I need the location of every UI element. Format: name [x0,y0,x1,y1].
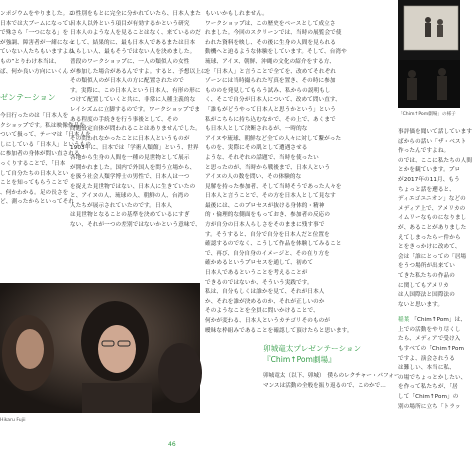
text-line: ちょっと話を遡ると、 [398,186,455,193]
text-line: アイヌや琉球、朝鮮など全ての人々に対して繋がった [205,135,342,142]
text-line: レイシズムに立脚するのです。ワークショップでま [70,106,201,113]
text-line: ないと思います。 [398,301,444,308]
text-line: その類似人のが日本人の方に配置されたので [70,78,184,85]
text-line: ゾーンには当時撮られた写真を置き、その時に参加 [205,78,336,85]
text-line: の場でちょっとかしたい、 [398,374,467,381]
stage-photo-graphic [398,0,460,108]
text-line: 会は「誰にとっての「居場 [398,253,467,260]
text-line: 確認するのでなく、こうして作品を体験してみること [205,241,342,248]
text-line: が、あることがありました [398,224,467,231]
text-line: して自分たちの日本人とい [0,170,69,177]
text-line: ディエゴユニオン」などの [398,196,466,203]
column-3 [205,10,390,336]
text-line: は見世物となることの基準を決めているにすぎ [70,212,190,219]
text-line: ような、それぞれの話題で、当時を使ったい [205,154,319,161]
text-line: ことを知ってもらうことで [0,180,69,187]
text-line: イムリーなものになりまし [398,215,467,222]
text-line: もののを発見してもらう試み、私からの説明もし [205,87,331,94]
text-line: 人たちが展示されていたのです。日本人 [70,202,173,209]
photo-credit: Hikaru Fujii [0,418,26,423]
text-line: 、何かわかる。足の長さを [0,189,69,196]
text-line: 日本人のような人を見ることはなく、来ているのだ [70,30,201,37]
text-line: 普段のワークショップに、一人の類似人の女性 [70,58,190,65]
audience-photo [0,283,200,413]
text-line: 私は、自分もしくは誰かを見て、それが日本人 [205,289,325,296]
text-line: を扱う社会人類学博士の男性で、日本人は一つ [70,174,190,181]
text-line: す。実際に、この日本人という日本人、有形の形に [70,87,201,94]
text-line: ばからの話い「ザ・ベスト [398,138,467,145]
text-line: を作って私たちが、「居 [398,384,458,391]
text-line: クショップです。私は映像作品を [0,122,86,129]
photo-caption: 「Chim↑Pom劇場」の様子 [398,112,456,117]
text-line: われた資料を映し、その後に生身の人間を見られる [205,39,336,46]
text-line: えてしまったらー件から [398,234,461,241]
text-line: たら、メディアで受け入 [398,336,461,343]
text-line: つけて配置していくと共に、非常に人種主義的な [70,97,196,104]
performance-photo [398,0,460,108]
text-line: れました。今回のスクリーンでは、当時の展覧会で使 [205,30,342,37]
text-line: 的・倫理的な側面をもっておき、参加者の反応の [205,212,331,219]
text-line: とかを観ています。プロ [398,167,461,174]
text-line: が強調、障害者が一緒になっ [0,39,75,46]
text-line: その問われなかったことに日本人というものが [70,135,190,142]
text-line: 卯城竜太（以下、卯城） 僕らのレクチャー・パフォー [263,373,400,379]
text-line: 動機へと迫るような体験をしています。そして、台湾や [205,49,347,56]
text-line: 上での活動をやり尽くし [398,326,461,333]
text-line: ンポジウムをやりました。こ [0,11,74,17]
text-line: か、それを誰が決めるのか、それが正しいのか [205,298,325,305]
text-line: てきた私たちの作品の [398,272,455,279]
text-line: 1903年に、日本では「学術人類館」という、世界 [70,145,199,152]
text-line-inline: 「Chim↑Pom」は、 [411,317,467,324]
text-line: 日本では大ブームになってい [0,20,74,27]
text-line: 確かめるというプロセスを通して、初めて [205,260,314,267]
text-line: に関してもアメリカ [398,282,449,289]
text-line: もすべての「Chim↑Pom [398,346,465,353]
column-2 [70,10,207,231]
text-line: 別の場所に立ち「トラッ [398,403,461,410]
presentation-title-line1: 卯城竜太プレゼンテーション [263,344,362,353]
text-line: ば、何か良い方向にいくん [0,68,69,75]
text-line: で殊さら「一つになる」を [0,30,69,37]
text-line [398,316,467,326]
text-line: ない、それが一つの差別ではないかという意味で、 [70,222,201,229]
text-line: 日本人以外という項目が有効するかという研究 [70,20,190,27]
text-line: マンスは活動の全般を振り返るので、このかで… [263,382,386,389]
speaker-name: 稲葉 [398,317,410,324]
text-line: と思ったのが、当時から戦後まで、日本人という [205,164,331,171]
text-line: 琉球、アイヌ、朝鮮、沖縄の文化の紹介をする方、 [205,58,336,65]
text-line: っくりすることで、「日本 [0,160,66,167]
text-line: ある程度の手続きを行う事後として、その [70,116,179,123]
presentation-title-line2: 『Chim↑Pom劇場』 [263,355,336,364]
text-line: を「日本人」と言うことで全てを、改めてそれぞれ [205,68,336,75]
text-line: しにしている「日本人」というもの [0,141,92,148]
text-line: もの”とりわけ本当は、 [0,58,60,65]
text-line: ものを、実際にその肌として遭遇させる [205,145,308,152]
page-number: 46 [168,441,176,448]
text-line: 曖昧な枠組みであることを確認して頂けたらと思います。 [205,327,353,334]
text-line: 私がこちらに持ち込むなかで、その上で、あくまで [205,116,336,123]
text-line: 日本人であるということを考えることが [205,270,308,277]
text-line: 事評価を聞いて話しています [398,129,472,135]
text-line: 何かが変わる、日本人というカテゴリそのものが [205,318,331,324]
text-line: アイヌの人の数を問い、その体験的な [205,174,302,181]
text-line: 各地から生身の人間を一種の見世物として展示 [70,154,190,161]
text-line: が参加した場合があるんですよ。すると、予想以上に [70,68,207,75]
text-line: 日本人と言うことで、その方を日本人として見なす [205,193,336,200]
text-line: ついて扱って、テーマは「日本人を [0,132,91,139]
text-line: 問題設定自体が問われることはありませんでした。 [70,126,201,133]
text-line: とをきっかけに改めて、 [398,244,461,251]
text-line: も日本人として決断されるが、一時的な [205,126,308,133]
text-line: して「Chim↑Pom」の [398,394,459,401]
column-1 [0,10,75,77]
text-line: が2017年の11月、もう [398,176,460,183]
column-1-lower [0,112,92,208]
audience-photo-graphic [0,283,200,413]
section-heading: ゼンテーション [0,93,56,102]
text-line: ど、測ったからといってそれ [0,199,75,206]
column-4 [398,128,472,412]
text-line: ていない人たちもいますよね [0,49,75,56]
text-line: もいいかもしれません。 [205,11,268,17]
text-line: を捉えた見世物ではない、日本人に生きていたの [70,183,196,190]
col1-top-block [0,10,75,77]
text-line: く、そこで自分が日本人について、改めて問い直す、 [205,97,341,104]
text-line: できるのではないか、そういう実践です。 [205,279,313,286]
text-line: のでは、ここに私たちの人間 [398,157,472,164]
text-line: 今日行ったのは「日本人を [0,113,69,119]
presentation-body [263,372,400,391]
text-line: が開かれました。国内で外国人を問う立場から、 [70,164,196,171]
text-line: す。そうすると、自分で自分を日本人だと位置を [205,231,330,238]
text-line: 作ったんですよね。 [398,148,450,155]
text-line: に参加者の身体が問い直される [0,151,80,158]
text-line: 「誰もがどうやって日本人と思うかという」という [205,106,336,113]
text-line: で、再び、自分自身のイメージと、その在り方を [205,250,330,257]
text-line: の性別をもとに完全に分かれていたら、日本人また [70,11,201,17]
text-line: ワークショップは、この歴史をベースとして成立さ [205,20,336,27]
text-line: は人国際法と国際法の [398,292,455,299]
presentation-heading [263,343,361,365]
text-line: は難しい、本当に私、 [398,365,455,372]
text-line: ですよ、演会されうる [398,355,455,362]
text-line: として、結果的に、最も日本人であるまたは日本 [70,39,196,46]
text-line: と、アイヌの人、琉球の人、朝鮮の人、台湾の [70,193,190,200]
text-line: 人らしい人、最もそうではない人を決めました。 [70,49,196,56]
text-line: 見解を持った参加者、そして当時そうであった人々を [205,183,342,190]
text-line: 最後には、このプロセスが抜ける身体的・精神 [205,202,325,209]
text-line: をうつ場所が出来てい [398,263,455,270]
text-line: 方が自分の日本人らしさをそのままに残す事で [205,222,325,229]
text-line: そのようなことを全員に問いかけることで、 [205,308,319,315]
text-line: メディア上で、アメリカの [398,205,466,212]
